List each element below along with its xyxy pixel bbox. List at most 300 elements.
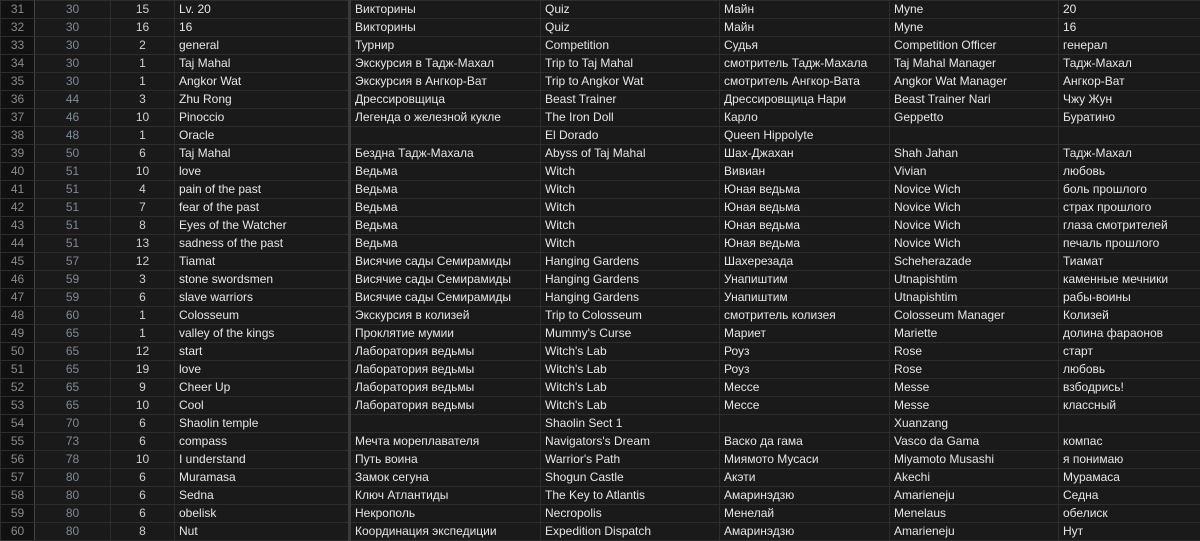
row-number: 58: [1, 487, 35, 505]
col-b-cell[interactable]: 6: [111, 145, 175, 163]
col-e-cell[interactable]: Warrior's Path: [541, 451, 720, 469]
col-g-cell[interactable]: Myne: [890, 1, 1059, 19]
table-row: [1, 91, 1200, 109]
table-row: [1, 397, 1200, 415]
col-h-cell[interactable]: глаза смотрителей: [1059, 217, 1200, 235]
col-h-cell[interactable]: старт: [1059, 343, 1200, 361]
col-g-cell[interactable]: Menelaus: [890, 505, 1059, 523]
col-h-cell[interactable]: Буратино: [1059, 109, 1200, 127]
col-a-cell[interactable]: 73: [35, 433, 111, 451]
col-a-cell[interactable]: 80: [35, 505, 111, 523]
col-f-cell[interactable]: Менелай: [720, 505, 890, 523]
col-h-cell[interactable]: я понимаю: [1059, 451, 1200, 469]
col-e-cell[interactable]: Witch: [541, 199, 720, 217]
row-number: 32: [1, 19, 35, 37]
col-d-cell[interactable]: [350, 415, 541, 433]
col-d-cell[interactable]: Ведьма: [350, 163, 541, 181]
col-c-cell[interactable]: I understand: [175, 451, 350, 469]
col-a-cell[interactable]: 80: [35, 487, 111, 505]
col-f-cell[interactable]: Юная ведьма: [720, 217, 890, 235]
col-b-cell[interactable]: 13: [111, 235, 175, 253]
col-b-cell[interactable]: 6: [111, 505, 175, 523]
col-a-cell[interactable]: 30: [35, 19, 111, 37]
row-number: 55: [1, 433, 35, 451]
col-c-cell[interactable]: valley of the kings: [175, 325, 350, 343]
col-e-cell[interactable]: Shaolin Sect 1: [541, 415, 720, 433]
col-h-cell[interactable]: рабы-воины: [1059, 289, 1200, 307]
col-f-cell[interactable]: смотритель колизея: [720, 307, 890, 325]
col-h-cell[interactable]: Тадж-Махал: [1059, 145, 1200, 163]
col-e-cell[interactable]: Trip to Colosseum: [541, 307, 720, 325]
col-h-cell[interactable]: Нут: [1059, 523, 1200, 541]
col-c-cell[interactable]: Cool: [175, 397, 350, 415]
row-number: 35: [1, 73, 35, 91]
col-g-cell[interactable]: Novice Wich: [890, 181, 1059, 199]
col-h-cell[interactable]: 20: [1059, 1, 1200, 19]
col-d-cell[interactable]: Ведьма: [350, 181, 541, 199]
row-number: 37: [1, 109, 35, 127]
col-c-cell[interactable]: Pinoccio: [175, 109, 350, 127]
col-h-cell[interactable]: [1059, 415, 1200, 433]
col-e-cell[interactable]: Witch's Lab: [541, 361, 720, 379]
col-e-cell[interactable]: Competition: [541, 37, 720, 55]
col-b-cell[interactable]: 10: [111, 451, 175, 469]
col-e-cell[interactable]: Beast Trainer: [541, 91, 720, 109]
table-row: [1, 181, 1200, 199]
col-c-cell[interactable]: Cheer Up: [175, 379, 350, 397]
col-a-cell[interactable]: 59: [35, 271, 111, 289]
col-g-cell[interactable]: Novice Wich: [890, 217, 1059, 235]
col-c-cell[interactable]: general: [175, 37, 350, 55]
col-f-cell[interactable]: Судья: [720, 37, 890, 55]
col-h-cell[interactable]: Колизей: [1059, 307, 1200, 325]
col-h-cell[interactable]: Ангкор-Ват: [1059, 73, 1200, 91]
col-h-cell[interactable]: Чжу Жун: [1059, 91, 1200, 109]
col-a-cell[interactable]: 59: [35, 289, 111, 307]
col-e-cell[interactable]: Abyss of Taj Mahal: [541, 145, 720, 163]
table-row: [1, 1, 1200, 19]
col-g-cell[interactable]: Messe: [890, 379, 1059, 397]
table-row: [1, 307, 1200, 325]
col-a-cell[interactable]: 30: [35, 1, 111, 19]
col-c-cell[interactable]: Oracle: [175, 127, 350, 145]
col-e-cell[interactable]: Witch: [541, 181, 720, 199]
col-a-cell[interactable]: 50: [35, 145, 111, 163]
col-h-cell[interactable]: обелиск: [1059, 505, 1200, 523]
col-b-cell[interactable]: 8: [111, 523, 175, 541]
col-d-cell[interactable]: Ведьма: [350, 199, 541, 217]
row-number: 38: [1, 127, 35, 145]
col-a-cell[interactable]: 44: [35, 91, 111, 109]
col-g-cell[interactable]: Xuanzang: [890, 415, 1059, 433]
col-h-cell[interactable]: Тадж-Махал: [1059, 55, 1200, 73]
col-e-cell[interactable]: The Iron Doll: [541, 109, 720, 127]
col-a-cell[interactable]: 60: [35, 307, 111, 325]
row-number: 49: [1, 325, 35, 343]
col-e-cell[interactable]: Hanging Gardens: [541, 271, 720, 289]
col-f-cell[interactable]: Роуз: [720, 361, 890, 379]
col-h-cell[interactable]: долина фараонов: [1059, 325, 1200, 343]
row-number: 43: [1, 217, 35, 235]
col-h-cell[interactable]: любовь: [1059, 361, 1200, 379]
row-number: 48: [1, 307, 35, 325]
col-f-cell[interactable]: Мессе: [720, 379, 890, 397]
col-g-cell[interactable]: Angkor Wat Manager: [890, 73, 1059, 91]
table-row: [1, 73, 1200, 91]
col-b-cell[interactable]: 1: [111, 127, 175, 145]
col-b-cell[interactable]: 12: [111, 253, 175, 271]
col-a-cell[interactable]: 65: [35, 325, 111, 343]
col-c-cell[interactable]: Zhu Rong: [175, 91, 350, 109]
table-row: [1, 289, 1200, 307]
col-h-cell[interactable]: генерал: [1059, 37, 1200, 55]
col-c-cell[interactable]: Taj Mahal: [175, 145, 350, 163]
col-b-cell[interactable]: 15: [111, 1, 175, 19]
col-a-cell[interactable]: 65: [35, 379, 111, 397]
col-a-cell[interactable]: 48: [35, 127, 111, 145]
col-f-cell[interactable]: Карло: [720, 109, 890, 127]
col-b-cell[interactable]: 6: [111, 487, 175, 505]
col-g-cell[interactable]: Utnapishtim: [890, 289, 1059, 307]
table-row: [1, 325, 1200, 343]
row-number: 54: [1, 415, 35, 433]
col-b-cell[interactable]: 3: [111, 271, 175, 289]
col-e-cell[interactable]: The Key to Atlantis: [541, 487, 720, 505]
col-a-cell[interactable]: 65: [35, 361, 111, 379]
col-g-cell[interactable]: Rose: [890, 343, 1059, 361]
col-b-cell[interactable]: 1: [111, 73, 175, 91]
col-c-cell[interactable]: Taj Mahal: [175, 55, 350, 73]
col-a-cell[interactable]: 65: [35, 343, 111, 361]
col-f-cell[interactable]: Акэти: [720, 469, 890, 487]
col-e-cell[interactable]: Trip to Taj Mahal: [541, 55, 720, 73]
row-number: 40: [1, 163, 35, 181]
col-g-cell[interactable]: Geppetto: [890, 109, 1059, 127]
col-e-cell[interactable]: Witch's Lab: [541, 379, 720, 397]
col-h-cell[interactable]: страх прошлого: [1059, 199, 1200, 217]
col-d-cell[interactable]: Висячие сады Семирамиды: [350, 271, 541, 289]
row-number: 33: [1, 37, 35, 55]
col-d-cell[interactable]: Координация экспедиции: [350, 523, 541, 541]
col-c-cell[interactable]: love: [175, 163, 350, 181]
col-a-cell[interactable]: 65: [35, 397, 111, 415]
col-c-cell[interactable]: Tiamat: [175, 253, 350, 271]
col-d-cell[interactable]: Висячие сады Семирамиды: [350, 289, 541, 307]
col-c-cell[interactable]: Nut: [175, 523, 350, 541]
col-a-cell[interactable]: 30: [35, 37, 111, 55]
col-b-cell[interactable]: 9: [111, 379, 175, 397]
col-h-cell[interactable]: печаль прошлого: [1059, 235, 1200, 253]
col-e-cell[interactable]: Navigators's Dream: [541, 433, 720, 451]
col-d-cell[interactable]: Лаборатория ведьмы: [350, 361, 541, 379]
col-d-cell[interactable]: Экскурсия в Тадж-Махал: [350, 55, 541, 73]
table-row: [1, 469, 1200, 487]
col-f-cell[interactable]: Амаринэдзю: [720, 523, 890, 541]
col-h-cell[interactable]: взбодрись!: [1059, 379, 1200, 397]
table-row: [1, 19, 1200, 37]
col-e-cell[interactable]: Necropolis: [541, 505, 720, 523]
table-row: [1, 217, 1200, 235]
col-h-cell[interactable]: классный: [1059, 397, 1200, 415]
table-row: [1, 109, 1200, 127]
col-d-cell[interactable]: Ключ Атлантиды: [350, 487, 541, 505]
col-g-cell[interactable]: Messe: [890, 397, 1059, 415]
col-f-cell[interactable]: Шах-Джахан: [720, 145, 890, 163]
col-b-cell[interactable]: 19: [111, 361, 175, 379]
col-f-cell[interactable]: Юная ведьма: [720, 181, 890, 199]
col-g-cell[interactable]: Rose: [890, 361, 1059, 379]
table-row: [1, 235, 1200, 253]
col-e-cell[interactable]: Witch: [541, 163, 720, 181]
col-c-cell[interactable]: Colosseum: [175, 307, 350, 325]
col-c-cell[interactable]: Sedna: [175, 487, 350, 505]
col-h-cell[interactable]: любовь: [1059, 163, 1200, 181]
col-g-cell[interactable]: Scheherazade: [890, 253, 1059, 271]
col-g-cell[interactable]: [890, 127, 1059, 145]
col-d-cell[interactable]: Викторины: [350, 19, 541, 37]
row-number: 41: [1, 181, 35, 199]
row-number: 36: [1, 91, 35, 109]
col-d-cell[interactable]: Бездна Тадж-Махала: [350, 145, 541, 163]
col-g-cell[interactable]: Utnapishtim: [890, 271, 1059, 289]
col-b-cell[interactable]: 10: [111, 397, 175, 415]
col-d-cell[interactable]: Ведьма: [350, 235, 541, 253]
col-d-cell[interactable]: Проклятие мумии: [350, 325, 541, 343]
row-number: 34: [1, 55, 35, 73]
col-f-cell[interactable]: Унапиштим: [720, 289, 890, 307]
col-h-cell[interactable]: боль прошлого: [1059, 181, 1200, 199]
col-b-cell[interactable]: 10: [111, 109, 175, 127]
col-d-cell[interactable]: Лаборатория ведьмы: [350, 379, 541, 397]
col-h-cell[interactable]: компас: [1059, 433, 1200, 451]
col-d-cell[interactable]: Мечта мореплавателя: [350, 433, 541, 451]
col-a-cell[interactable]: 46: [35, 109, 111, 127]
row-number: 53: [1, 397, 35, 415]
col-a-cell[interactable]: 70: [35, 415, 111, 433]
table-row: [1, 199, 1200, 217]
col-b-cell[interactable]: 6: [111, 433, 175, 451]
col-f-cell[interactable]: Мессе: [720, 397, 890, 415]
table-row: [1, 37, 1200, 55]
table-row: [1, 55, 1200, 73]
col-d-cell[interactable]: Викторины: [350, 1, 541, 19]
table-row: [1, 163, 1200, 181]
col-c-cell[interactable]: Shaolin temple: [175, 415, 350, 433]
col-g-cell[interactable]: Competition Officer: [890, 37, 1059, 55]
col-b-cell[interactable]: 8: [111, 217, 175, 235]
col-f-cell[interactable]: Амаринэдзю: [720, 487, 890, 505]
col-d-cell[interactable]: Ведьма: [350, 217, 541, 235]
col-c-cell[interactable]: fear of the past: [175, 199, 350, 217]
col-e-cell[interactable]: Expedition Dispatch: [541, 523, 720, 541]
row-number: 44: [1, 235, 35, 253]
col-a-cell[interactable]: 57: [35, 253, 111, 271]
col-h-cell[interactable]: каменные мечники: [1059, 271, 1200, 289]
row-number: 45: [1, 253, 35, 271]
col-g-cell[interactable]: Taj Mahal Manager: [890, 55, 1059, 73]
col-e-cell[interactable]: Witch's Lab: [541, 343, 720, 361]
col-e-cell[interactable]: Trip to Angkor Wat: [541, 73, 720, 91]
col-f-cell[interactable]: Шахерезада: [720, 253, 890, 271]
col-g-cell[interactable]: Novice Wich: [890, 199, 1059, 217]
col-b-cell[interactable]: 12: [111, 343, 175, 361]
col-g-cell[interactable]: Vivian: [890, 163, 1059, 181]
col-a-cell[interactable]: 30: [35, 73, 111, 91]
col-b-cell[interactable]: 6: [111, 469, 175, 487]
col-f-cell[interactable]: Роуз: [720, 343, 890, 361]
col-h-cell[interactable]: 16: [1059, 19, 1200, 37]
col-d-cell[interactable]: Замок сегуна: [350, 469, 541, 487]
col-h-cell[interactable]: [1059, 127, 1200, 145]
col-f-cell[interactable]: Миямото Мусаси: [720, 451, 890, 469]
col-h-cell[interactable]: Тиамат: [1059, 253, 1200, 271]
col-d-cell[interactable]: Лаборатория ведьмы: [350, 397, 541, 415]
table-row: [1, 505, 1200, 523]
col-h-cell[interactable]: Седна: [1059, 487, 1200, 505]
row-number: 56: [1, 451, 35, 469]
row-number: 31: [1, 1, 35, 19]
col-b-cell[interactable]: 7: [111, 199, 175, 217]
col-c-cell[interactable]: Muramasa: [175, 469, 350, 487]
row-number: 52: [1, 379, 35, 397]
col-c-cell[interactable]: Eyes of the Watcher: [175, 217, 350, 235]
col-b-cell[interactable]: 1: [111, 325, 175, 343]
col-e-cell[interactable]: Shogun Castle: [541, 469, 720, 487]
col-g-cell[interactable]: Colosseum Manager: [890, 307, 1059, 325]
col-e-cell[interactable]: Hanging Gardens: [541, 289, 720, 307]
col-g-cell[interactable]: Amarieneju: [890, 487, 1059, 505]
col-f-cell[interactable]: Майн: [720, 1, 890, 19]
row-number: 57: [1, 469, 35, 487]
col-c-cell[interactable]: pain of the past: [175, 181, 350, 199]
col-f-cell[interactable]: [720, 415, 890, 433]
col-f-cell[interactable]: Юная ведьма: [720, 199, 890, 217]
col-b-cell[interactable]: 2: [111, 37, 175, 55]
row-number: 39: [1, 145, 35, 163]
table-row: [1, 145, 1200, 163]
col-a-cell[interactable]: 51: [35, 181, 111, 199]
col-c-cell[interactable]: obelisk: [175, 505, 350, 523]
col-f-cell[interactable]: Вивиан: [720, 163, 890, 181]
col-g-cell[interactable]: Miyamoto Musashi: [890, 451, 1059, 469]
col-e-cell[interactable]: Witch's Lab: [541, 397, 720, 415]
col-a-cell[interactable]: 51: [35, 163, 111, 181]
col-b-cell[interactable]: 3: [111, 91, 175, 109]
col-f-cell[interactable]: смотритель Ангкор-Вата: [720, 73, 890, 91]
table-row: [1, 361, 1200, 379]
col-d-cell[interactable]: Экскурсия в колизей: [350, 307, 541, 325]
col-f-cell[interactable]: Queen Hippolyte: [720, 127, 890, 145]
col-b-cell[interactable]: 1: [111, 55, 175, 73]
row-number: 47: [1, 289, 35, 307]
col-a-cell[interactable]: 80: [35, 523, 111, 541]
col-a-cell[interactable]: 51: [35, 199, 111, 217]
col-d-cell[interactable]: Лаборатория ведьмы: [350, 343, 541, 361]
sheet-body: [1, 1, 1200, 541]
col-e-cell[interactable]: Quiz: [541, 19, 720, 37]
col-g-cell[interactable]: Amarieneju: [890, 523, 1059, 541]
row-number: 60: [1, 523, 35, 541]
col-g-cell[interactable]: Vasco da Gama: [890, 433, 1059, 451]
col-a-cell[interactable]: 30: [35, 55, 111, 73]
col-b-cell[interactable]: 6: [111, 289, 175, 307]
col-h-cell[interactable]: Мурамаса: [1059, 469, 1200, 487]
col-e-cell[interactable]: Witch: [541, 235, 720, 253]
table-row: [1, 253, 1200, 271]
col-d-cell[interactable]: Легенда о железной кукле: [350, 109, 541, 127]
col-f-cell[interactable]: смотритель Тадж-Махала: [720, 55, 890, 73]
col-d-cell[interactable]: Дрессировщица: [350, 91, 541, 109]
col-g-cell[interactable]: Mariette: [890, 325, 1059, 343]
col-c-cell[interactable]: love: [175, 361, 350, 379]
col-f-cell[interactable]: Унапиштим: [720, 271, 890, 289]
col-a-cell[interactable]: 51: [35, 217, 111, 235]
col-g-cell[interactable]: Novice Wich: [890, 235, 1059, 253]
col-a-cell[interactable]: 80: [35, 469, 111, 487]
col-e-cell[interactable]: Hanging Gardens: [541, 253, 720, 271]
table-row: [1, 127, 1200, 145]
col-d-cell[interactable]: Экскурсия в Ангкор-Ват: [350, 73, 541, 91]
col-b-cell[interactable]: 4: [111, 181, 175, 199]
table-row: [1, 415, 1200, 433]
col-e-cell[interactable]: Mummy's Curse: [541, 325, 720, 343]
col-c-cell[interactable]: stone swordsmen: [175, 271, 350, 289]
table-row: [1, 487, 1200, 505]
col-c-cell[interactable]: compass: [175, 433, 350, 451]
col-g-cell[interactable]: Akechi: [890, 469, 1059, 487]
row-number: 51: [1, 361, 35, 379]
col-a-cell[interactable]: 51: [35, 235, 111, 253]
col-b-cell[interactable]: 16: [111, 19, 175, 37]
col-b-cell[interactable]: 10: [111, 163, 175, 181]
col-c-cell[interactable]: sadness of the past: [175, 235, 350, 253]
col-g-cell[interactable]: Myne: [890, 19, 1059, 37]
col-b-cell[interactable]: 1: [111, 307, 175, 325]
row-number: 59: [1, 505, 35, 523]
row-number: 42: [1, 199, 35, 217]
col-e-cell[interactable]: El Dorado: [541, 127, 720, 145]
col-a-cell[interactable]: 78: [35, 451, 111, 469]
table-row: [1, 451, 1200, 469]
col-d-cell[interactable]: Некрополь: [350, 505, 541, 523]
col-c-cell[interactable]: 16: [175, 19, 350, 37]
col-f-cell[interactable]: Дрессировщица Нари: [720, 91, 890, 109]
col-d-cell[interactable]: Турнир: [350, 37, 541, 55]
col-b-cell[interactable]: 6: [111, 415, 175, 433]
col-e-cell[interactable]: Witch: [541, 217, 720, 235]
col-e-cell[interactable]: Quiz: [541, 1, 720, 19]
row-number: 50: [1, 343, 35, 361]
col-c-cell[interactable]: Lv. 20: [175, 1, 350, 19]
col-c-cell[interactable]: start: [175, 343, 350, 361]
col-d-cell[interactable]: Путь воина: [350, 451, 541, 469]
col-c-cell[interactable]: Angkor Wat: [175, 73, 350, 91]
row-number: 46: [1, 271, 35, 289]
table-row: [1, 433, 1200, 451]
table-row: [1, 343, 1200, 361]
table-row: [1, 379, 1200, 397]
col-g-cell[interactable]: Beast Trainer Nari: [890, 91, 1059, 109]
col-f-cell[interactable]: Майн: [720, 19, 890, 37]
table-row: [1, 271, 1200, 289]
col-f-cell[interactable]: Васко да гама: [720, 433, 890, 451]
col-d-cell[interactable]: Висячие сады Семирамиды: [350, 253, 541, 271]
col-f-cell[interactable]: Юная ведьма: [720, 235, 890, 253]
col-c-cell[interactable]: slave warriors: [175, 289, 350, 307]
col-d-cell[interactable]: [350, 127, 541, 145]
col-g-cell[interactable]: Shah Jahan: [890, 145, 1059, 163]
col-f-cell[interactable]: Мариет: [720, 325, 890, 343]
